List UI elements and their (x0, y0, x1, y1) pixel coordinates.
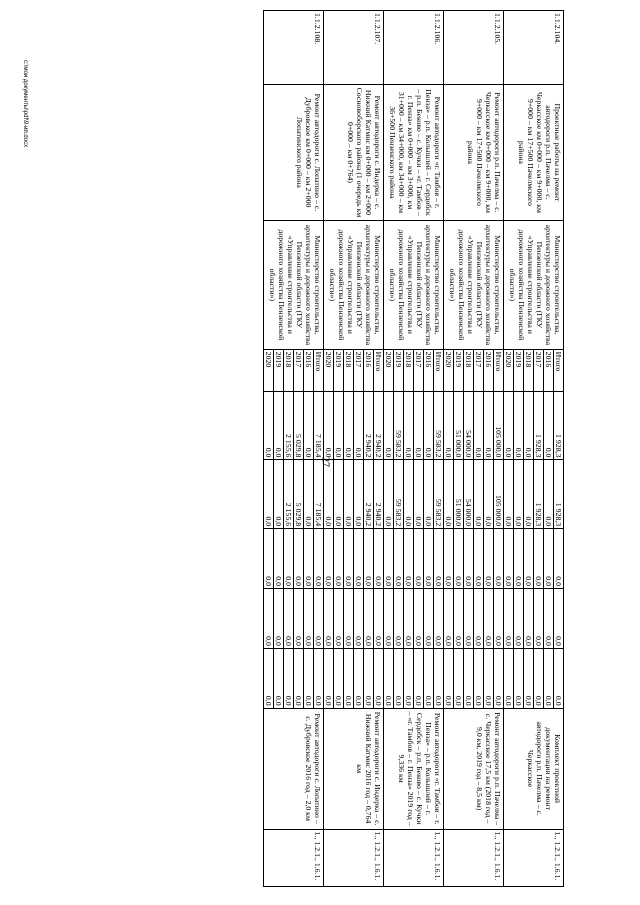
row-col4-value: 0,0 (284, 589, 294, 648)
row-col5 (384, 648, 444, 708)
row-total-value: 0,0 (404, 392, 414, 460)
row-total (264, 391, 324, 460)
row-total-value: 0,0 (264, 447, 273, 458)
row-years-value: 2020 (264, 351, 273, 368)
row-regional-value: 0,0 (524, 460, 534, 528)
row-col4-value: 0,0 (524, 589, 534, 648)
row-col3-value: 0,0 (544, 529, 554, 588)
row-col3-value: 0,0 (534, 529, 544, 588)
row-years-value: 2018 (464, 350, 474, 391)
row-col5-value: 0,0 (494, 649, 504, 708)
row-col4-value: 0,0 (374, 589, 384, 648)
row-regional-value: 0,0 (344, 460, 354, 528)
row-col5 (444, 648, 504, 708)
row-years (504, 349, 564, 391)
row-result: Ремонт автодороги «г. Тамбов – г. Пенза» – р.п. Колышлей – г. Сердобск – р.п. Бековo – с. Кучки – «г. Тамбов – г. Пенза» 2019 год – 9,336 км (384, 708, 444, 829)
row-col5-value: 0,0 (324, 695, 333, 706)
row-regional-value: 2 940,2 (374, 460, 384, 528)
row-col3-value: 0,0 (284, 529, 294, 588)
row-total-value: 51 000,0 (454, 392, 464, 460)
row-code: 1.1.2.108. (264, 11, 324, 85)
row-col3 (384, 529, 444, 589)
row-total-value: 7 185,4 (314, 392, 324, 460)
row-regional-value: 7 185,4 (314, 460, 324, 528)
row-regional-value: 0,0 (304, 460, 314, 528)
row-regional-value: 0,0 (384, 516, 393, 527)
row-col3-value: 0,0 (434, 529, 444, 588)
row-col5 (504, 648, 564, 708)
row-col3 (504, 529, 564, 589)
row-col5-value: 0,0 (554, 649, 564, 708)
program-table (263, 10, 564, 887)
row-col3-value: 0,0 (354, 529, 364, 588)
row-years-value: 2017 (534, 350, 544, 391)
row-col5-value: 0,0 (544, 649, 554, 708)
row-total-value: 105 000,0 (494, 392, 504, 460)
row-col3-value: 0,0 (404, 529, 414, 588)
row-col4 (504, 589, 564, 649)
row-regional-value: 0,0 (514, 460, 524, 528)
row-col5-value: 0,0 (294, 649, 304, 708)
row-col3-value: 0,0 (464, 529, 474, 588)
row-regional-value: 0,0 (484, 460, 494, 528)
row-total-value: 0,0 (274, 392, 284, 460)
row-total-value: 0,0 (384, 447, 393, 458)
row-col5-value: 0,0 (474, 649, 484, 708)
row-col4-value: 0,0 (344, 589, 354, 648)
row-col3-value: 0,0 (374, 529, 384, 588)
row-total-value: 2 940,2 (364, 392, 374, 460)
row-total-value: 0,0 (474, 392, 484, 460)
row-col3-value: 0,0 (274, 529, 284, 588)
row-total-value: 2 940,2 (374, 392, 384, 460)
row-total-value: 0,0 (504, 447, 513, 458)
row-total-value: 0,0 (424, 392, 434, 460)
row-col4-value: 0,0 (444, 636, 453, 646)
row-col5-value: 0,0 (344, 649, 354, 708)
row-total-value: 0,0 (544, 392, 554, 460)
row-regional (264, 460, 324, 529)
row-col4-value: 0,0 (364, 589, 374, 648)
row-years-value: 2019 (514, 350, 524, 391)
row-col3 (444, 529, 504, 589)
row-total-value: 54 000,0 (464, 392, 474, 460)
row-col4-value: 0,0 (404, 589, 414, 648)
row-col4-value: 0,0 (304, 589, 314, 648)
row-col3-value: 0,0 (344, 529, 354, 588)
row-ref: 1., 1.2.1., 1.6.1. (264, 829, 324, 886)
row-regional-value: 0,0 (264, 516, 273, 527)
row-col3-value: 0,0 (554, 529, 564, 588)
table-row (384, 11, 444, 887)
row-col5-value: 0,0 (454, 649, 464, 708)
row-total-value: 0,0 (514, 392, 524, 460)
row-col3-value: 0,0 (504, 576, 513, 587)
row-col4-value: 0,0 (424, 589, 434, 648)
row-executor: Министерство строительства, архитектуры и дорожного хозяйства Пензенской области (ГКУ «Управление строительства и дорожного хозяйства Пензенской области») (444, 221, 504, 350)
row-col3-value: 0,0 (304, 529, 314, 588)
row-result: Ремонт автодороги с. Индерка – с. Нижний Катмис 2016 год – 0,764 км (324, 708, 384, 829)
row-total-value: 1 928,3 (534, 392, 544, 460)
row-col3-value: 0,0 (484, 529, 494, 588)
row-regional-value: 1 928,3 (534, 460, 544, 528)
row-regional (384, 460, 444, 529)
row-years-value: 2018 (284, 350, 294, 391)
row-col4-value: 0,0 (324, 636, 333, 646)
row-regional (504, 460, 564, 529)
row-col5-value: 0,0 (384, 695, 393, 706)
row-col5-value: 0,0 (444, 695, 453, 706)
row-years-value: 2017 (354, 350, 364, 391)
row-total-value: 0,0 (484, 392, 494, 460)
row-total-value: 0,0 (444, 447, 453, 458)
row-regional (444, 460, 504, 529)
row-regional-value: 5 029,8 (294, 460, 304, 528)
row-col4 (264, 589, 324, 649)
table-row (444, 11, 504, 887)
row-regional-value: 1 928,3 (554, 460, 564, 528)
row-regional-value: 0,0 (404, 460, 414, 528)
row-executor: Министерство строительства, архитектуры и дорожного хозяйства Пензенской области (ГКУ «Управление строительства и дорожного хозяйства Пензенской области») (324, 221, 384, 350)
row-col3-value: 0,0 (524, 529, 534, 588)
row-code: 1.1.2.107. (324, 11, 384, 85)
row-result: Ремонт автодороги р.п. Пачелма – с. Черкасское 17,5 км (2018 год – 9,0 км, 2019 год – 8,5 км) (444, 708, 504, 829)
row-total-value: 0,0 (324, 447, 333, 458)
row-col5-value: 0,0 (264, 695, 273, 706)
row-col4 (324, 589, 384, 649)
row-years-value: 2020 (504, 351, 513, 368)
row-executor: Министерство строительства, архитектуры и дорожного хозяйства Пензенской области (ГКУ «Управление строительства и дорожного хозяйства Пензенской области») (384, 221, 444, 350)
row-result: Комплект проектной документации на ремонт автодороги р.п. Пачелма – с. Черкасское (504, 708, 564, 829)
row-col3-value: 0,0 (454, 529, 464, 588)
row-total-value: 0,0 (304, 392, 314, 460)
row-regional-value: 0,0 (274, 460, 284, 528)
row-years-value: 2017 (474, 350, 484, 391)
row-col4-value: 0,0 (544, 589, 554, 648)
row-col4-value: 0,0 (274, 589, 284, 648)
row-col4-value: 0,0 (554, 589, 564, 648)
row-years-value: 2018 (344, 350, 354, 391)
row-col5-value: 0,0 (274, 649, 284, 708)
row-col5-value: 0,0 (414, 649, 424, 708)
row-years (324, 349, 384, 391)
table-row (504, 11, 564, 887)
row-col5-value: 0,0 (464, 649, 474, 708)
row-col5-value: 0,0 (304, 649, 314, 708)
row-col5-value: 0,0 (534, 649, 544, 708)
row-name: Ремонт автодороги «г. Тамбов – г. Пенза» – р.п. Колышлей – г. Сердобск – р.п. Бековo – с. Кучки – «г. Тамбов – г. Пенза» км 0+000 – км 3+000, км 31+000 – км 34+000, км 34+000 – км 36+500 Пензенского района (384, 84, 444, 220)
row-total-value: 0,0 (334, 392, 344, 460)
row-col3-value: 0,0 (264, 576, 273, 587)
row-total-value: 5 029,8 (294, 392, 304, 460)
row-years (444, 349, 504, 391)
row-years-value: Итого (374, 350, 384, 391)
row-total-value: 0,0 (524, 392, 534, 460)
table-row (324, 11, 384, 887)
row-ref: 1., 1.2.1., 1.6.1. (444, 829, 504, 886)
row-col5-value: 0,0 (334, 649, 344, 708)
row-regional-value: 54 000,0 (464, 460, 474, 528)
row-years-value: Итого (494, 350, 504, 391)
row-col4-value: 0,0 (414, 589, 424, 648)
row-years (264, 349, 324, 391)
row-col4-value: 0,0 (384, 636, 393, 646)
row-regional-value: 0,0 (334, 460, 344, 528)
row-years-value: 2018 (524, 350, 534, 391)
row-col4-value: 0,0 (454, 589, 464, 648)
row-col3-value: 0,0 (474, 529, 484, 588)
row-col3 (264, 529, 324, 589)
row-col5 (324, 648, 384, 708)
row-years-value: 2019 (274, 350, 284, 391)
row-col5-value: 0,0 (364, 649, 374, 708)
row-col4-value: 0,0 (514, 589, 524, 648)
row-years-value: 2019 (394, 350, 404, 391)
row-total (324, 391, 384, 460)
row-years-value: 2020 (384, 351, 393, 368)
row-code: 1.1.2.106. (384, 11, 444, 85)
row-col4-value: 0,0 (484, 589, 494, 648)
row-total-value: 1 928,3 (554, 392, 564, 460)
row-col4-value: 0,0 (294, 589, 304, 648)
row-total (504, 391, 564, 460)
row-col5-value: 0,0 (404, 649, 414, 708)
row-years-value: 2020 (444, 351, 453, 368)
row-regional-value: 0,0 (444, 516, 453, 527)
row-col3-value: 0,0 (324, 576, 333, 587)
row-years-value: Итого (314, 350, 324, 391)
table-row (264, 11, 324, 887)
row-col5-value: 0,0 (284, 649, 294, 708)
row-years-value: 2016 (484, 350, 494, 391)
row-col4-value: 0,0 (504, 636, 513, 646)
row-regional-value: 0,0 (544, 460, 554, 528)
row-regional-value: 0,0 (474, 460, 484, 528)
row-col5-value: 0,0 (434, 649, 444, 708)
row-regional-value: 59 583,2 (394, 460, 404, 528)
row-col5-value: 0,0 (394, 649, 404, 708)
row-years-value: 2016 (424, 350, 434, 391)
row-col3-value: 0,0 (494, 529, 504, 588)
row-result: Ремонт автодороги с. Лопатино – с. Дубровское 2016 год – 2,0 км (264, 708, 324, 829)
row-total (384, 391, 444, 460)
row-col3-value: 0,0 (444, 576, 453, 587)
row-name: Проектные работы на ремонт автодороги р.п. Пачелма – с. Черкасское км 0+000 – км 9+000, км 9+000 – км 17+500 Пачелмского района (504, 84, 564, 220)
row-years-value: 2018 (404, 350, 414, 391)
row-col3-value: 0,0 (414, 529, 424, 588)
row-col4-value: 0,0 (394, 589, 404, 648)
row-col3-value: 0,0 (294, 529, 304, 588)
row-col5-value: 0,0 (374, 649, 384, 708)
row-total-value: 2 155,6 (284, 392, 294, 460)
row-regional-value: 2 940,2 (364, 460, 374, 528)
row-col3-value: 0,0 (314, 529, 324, 588)
row-regional (324, 460, 384, 529)
row-name: Ремонт автодороги р.п. Пачелма – с. Черкасское км 0+000 – км 9+000, км 9+000 – км 17+500 Пачелмского района (444, 84, 504, 220)
row-col5 (264, 648, 324, 708)
page-number: 27 (319, 457, 331, 467)
row-executor: Министерство строительства, архитектуры и дорожного хозяйства Пензенской области (ГКУ «Управление строительства и дорожного хозяйства Пензенской области») (264, 221, 324, 350)
row-col5-value: 0,0 (424, 649, 434, 708)
row-regional-value: 2 155,6 (284, 460, 294, 528)
row-total-value: 59 583,2 (434, 392, 444, 460)
row-years-value: 2019 (334, 350, 344, 391)
row-total-value: 0,0 (344, 392, 354, 460)
row-col3-value: 0,0 (334, 529, 344, 588)
row-col4-value: 0,0 (434, 589, 444, 648)
row-col4-value: 0,0 (464, 589, 474, 648)
row-total-value: 0,0 (414, 392, 424, 460)
row-years-value: 2019 (454, 350, 464, 391)
row-col5-value: 0,0 (524, 649, 534, 708)
row-col4-value: 0,0 (494, 589, 504, 648)
row-total (444, 391, 504, 460)
row-code: 1.1.2.104. (504, 11, 564, 85)
row-regional-value: 105 000,0 (494, 460, 504, 528)
row-col3-value: 0,0 (364, 529, 374, 588)
row-name: Ремонт автодороги с. Индерка – с. Нижний Катмис км 0+000 – км 2+000 Сосновоборского района (1 очередь км 0+000 – км 0+764) (324, 84, 384, 220)
row-col4-value: 0,0 (534, 589, 544, 648)
row-years-value: 2016 (544, 350, 554, 391)
row-years-value: Итого (554, 350, 564, 391)
row-years-value: 2017 (294, 350, 304, 391)
row-years-value: 2020 (324, 351, 333, 368)
row-regional-value: 0,0 (424, 460, 434, 528)
row-col5-value: 0,0 (504, 695, 513, 706)
row-col3-value: 0,0 (384, 576, 393, 587)
row-regional-value: 0,0 (324, 516, 333, 527)
row-regional-value: 0,0 (504, 516, 513, 527)
footer-file-path: c:\мои документы\pdf\9-ип.docx (22, 60, 28, 148)
row-col3-value: 0,0 (514, 529, 524, 588)
row-total-value: 0,0 (354, 392, 364, 460)
row-col4-value: 0,0 (354, 589, 364, 648)
row-years-value: 2016 (364, 350, 374, 391)
row-col4-value: 0,0 (334, 589, 344, 648)
row-name: Ремонт автодороги с. Лопатино – с. Дубровское км 0+000 – км 2+000 Лопатинского района (264, 84, 324, 220)
row-code: 1.1.2.105. (444, 11, 504, 85)
row-col5-value: 0,0 (314, 649, 324, 708)
row-years-value: 2016 (304, 350, 314, 391)
row-col4-value: 0,0 (264, 636, 273, 646)
row-ref: 1., 1.2.1., 1.6.1. (384, 829, 444, 886)
row-col3 (324, 529, 384, 589)
row-executor: Министерство строительства, архитектуры и дорожного хозяйства Пензенской области (ГКУ «Управление строительства и дорожного хозяйства Пензенской области») (504, 221, 564, 350)
row-col5-value: 0,0 (514, 649, 524, 708)
row-years-value: Итого (434, 350, 444, 391)
row-col4-value: 0,0 (474, 589, 484, 648)
row-col4 (444, 589, 504, 649)
row-col3-value: 0,0 (424, 529, 434, 588)
row-total-value: 59 583,2 (394, 392, 404, 460)
row-col5-value: 0,0 (354, 649, 364, 708)
row-col5-value: 0,0 (484, 649, 494, 708)
row-years-value: 2017 (414, 350, 424, 391)
row-regional-value: 59 583,2 (434, 460, 444, 528)
row-years (384, 349, 444, 391)
row-ref: 1., 1.2.1., 1.6.1. (324, 829, 384, 886)
row-regional-value: 51 000,0 (454, 460, 464, 528)
row-regional-value: 0,0 (354, 460, 364, 528)
row-col4-value: 0,0 (314, 589, 324, 648)
row-regional-value: 0,0 (414, 460, 424, 528)
row-ref: 1., 1.2.1., 1.6.1. (504, 829, 564, 886)
row-col4 (384, 589, 444, 649)
row-col3-value: 0,0 (394, 529, 404, 588)
